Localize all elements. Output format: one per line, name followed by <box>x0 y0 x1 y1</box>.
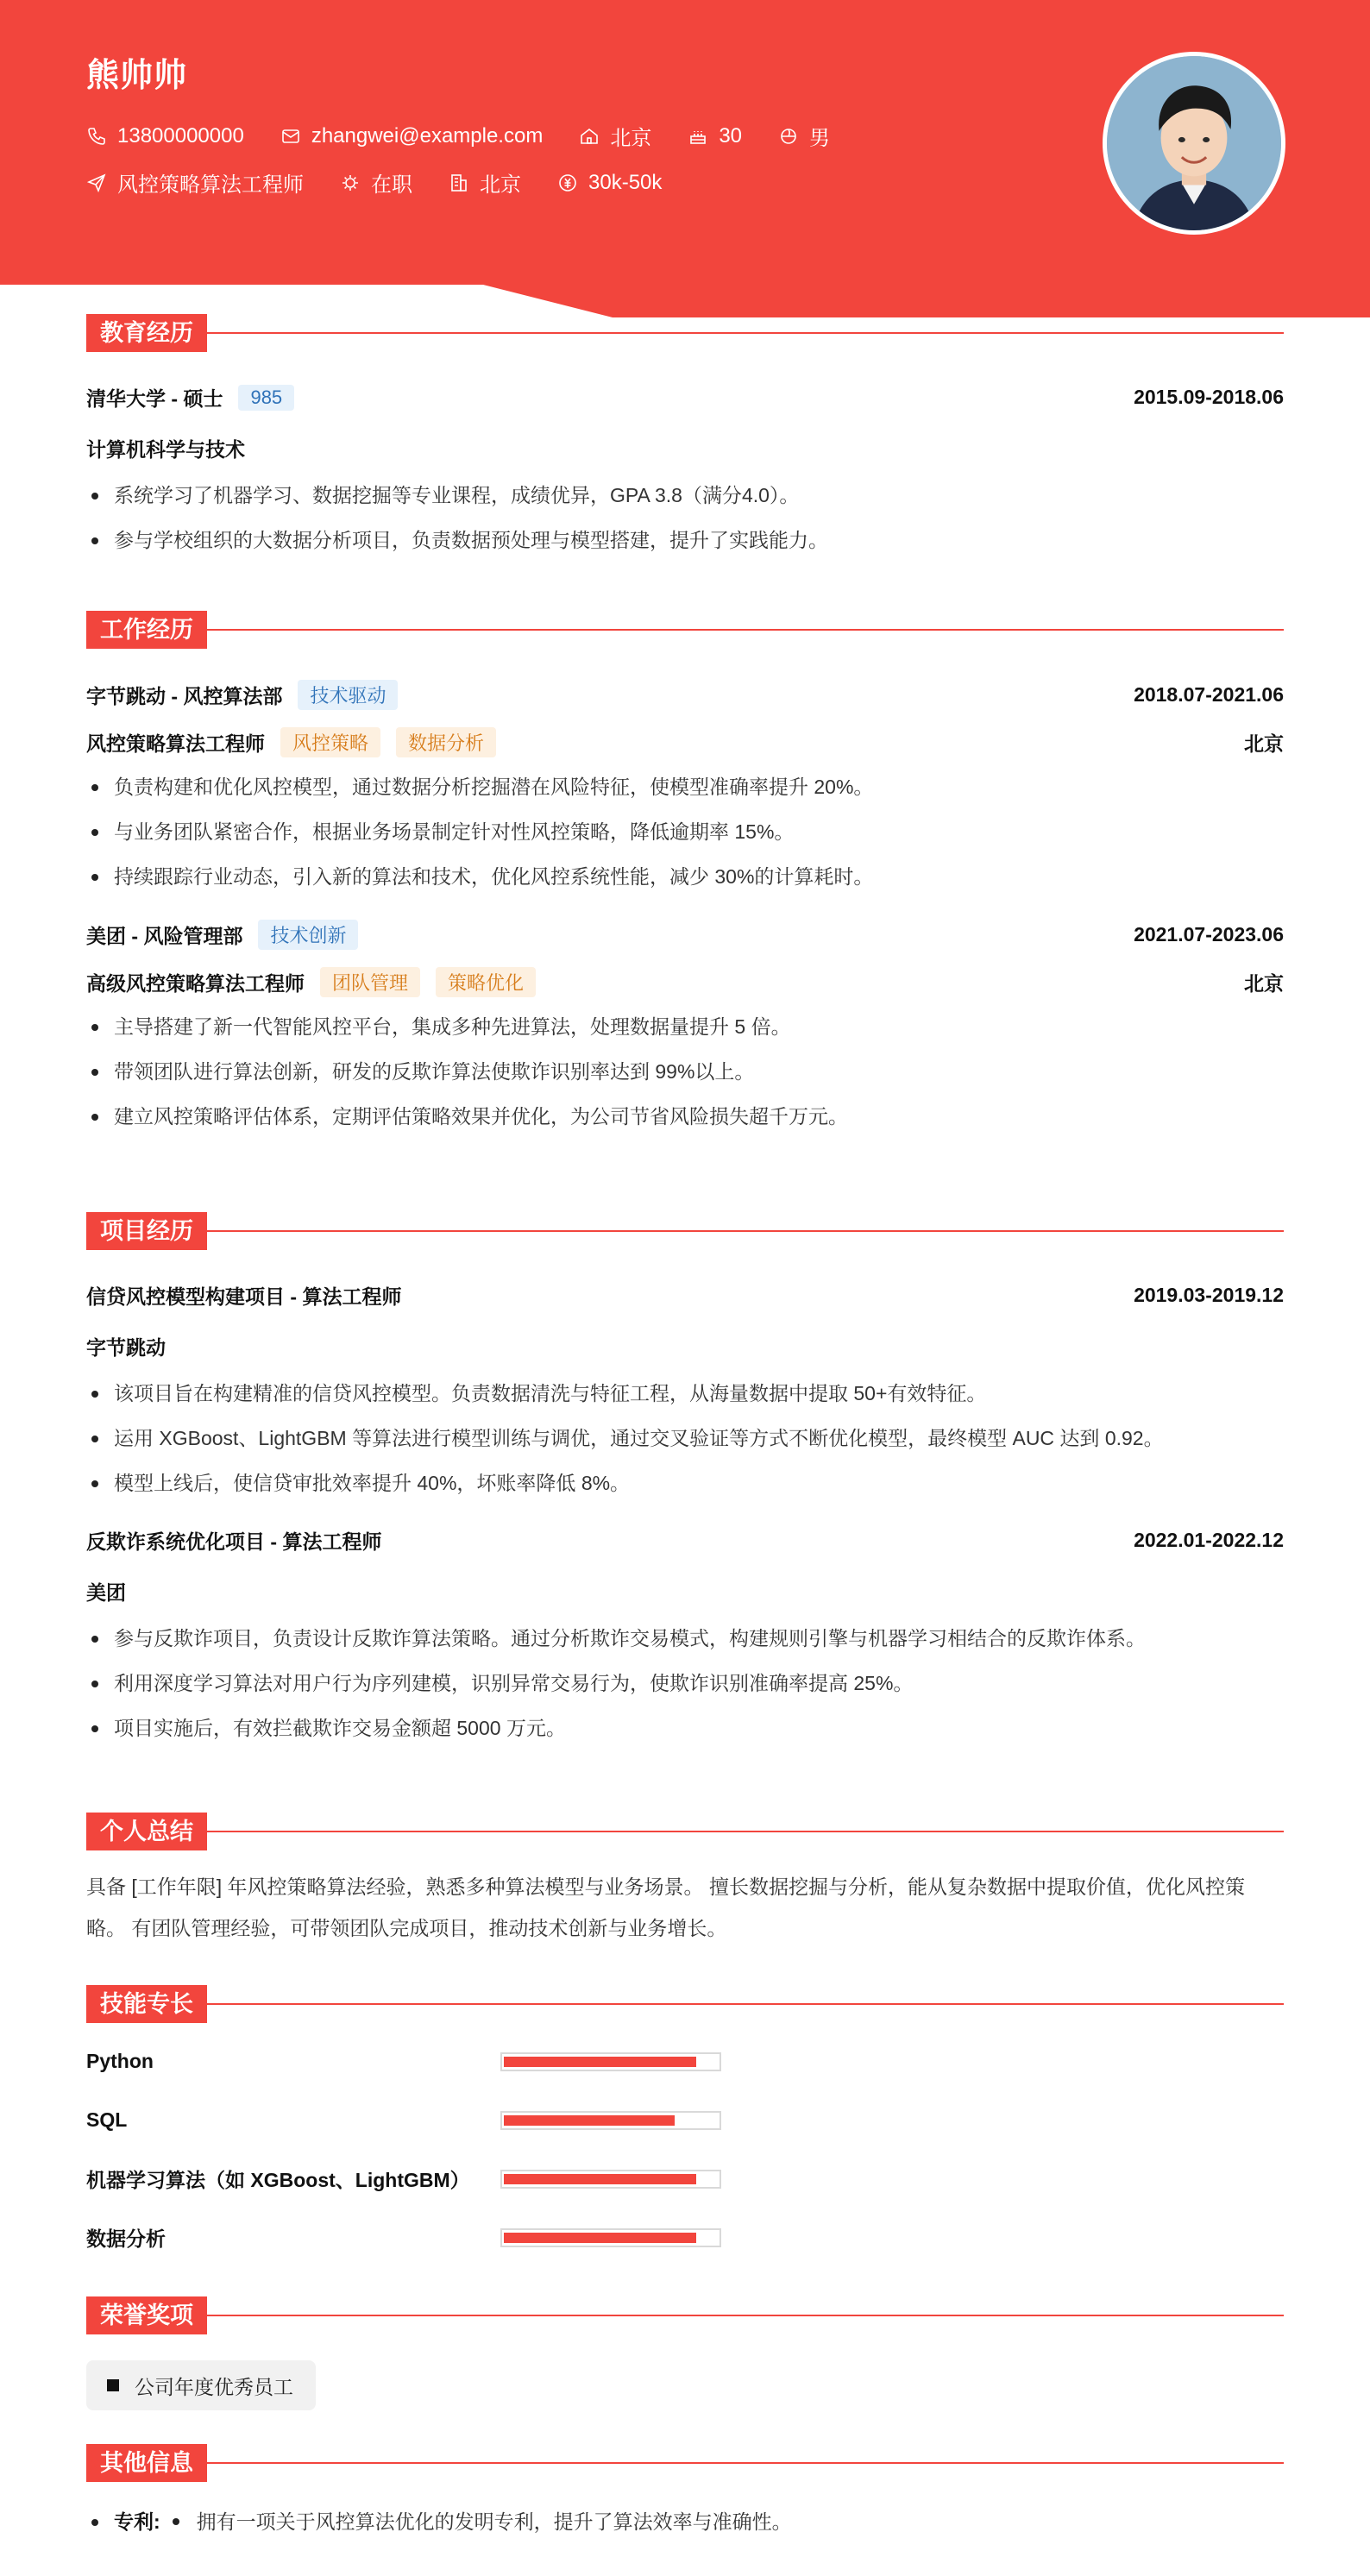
skill-bar-fill <box>504 2057 696 2067</box>
section-divider <box>207 2003 1284 2005</box>
bullet-dot-icon <box>173 2518 179 2525</box>
salary-icon <box>557 173 578 193</box>
award-text: 公司年度优秀员工 <box>135 2375 293 2398</box>
list-item: 运用 XGBoost、LightGBM 等算法进行模型训练与调优，通过交叉验证等方式不断优化模型，最终模型 AUC 达到 0.92。 <box>86 1416 1284 1461</box>
other-section <box>86 2444 1284 2544</box>
work-role-row <box>86 967 1284 997</box>
list-item: 主导搭建了新一代智能风控平台，集成多种先进算法，处理数据量提升 5 倍。 <box>86 1004 1284 1049</box>
list-item: 该项目旨在构建精准的信贷风控模型。负责数据清洗与特征工程，从海量数据中提取 50+有效特征。 <box>86 1371 1284 1416</box>
work-section <box>86 611 1284 1139</box>
skill-name: SQL <box>86 2108 128 2131</box>
list-item: 参与反欺诈项目，负责设计反欺诈算法策略。通过分析欺诈交易模式，构建规则引擎与机器学习相结合的反欺诈体系。 <box>86 1616 1284 1661</box>
education-section-title <box>86 314 1284 352</box>
work-city: 北京 <box>1244 732 1284 755</box>
role-tag: 团队管理 <box>320 967 420 997</box>
list-item: 与业务团队紧密合作，根据业务场景制定针对性风控策略，降低逾期率 15%。 <box>86 809 1284 854</box>
mail-icon <box>280 126 301 147</box>
contact-home <box>579 121 651 151</box>
section-divider <box>207 629 1284 631</box>
section-divider <box>207 2462 1284 2464</box>
job-city <box>449 167 521 198</box>
section-title-label: 工作经历 <box>86 611 207 649</box>
role-tag: 数据分析 <box>396 727 496 757</box>
awards-section-title <box>86 2296 1284 2334</box>
project-section <box>86 1212 1284 1750</box>
cake-icon <box>688 126 708 147</box>
skill-bar <box>500 2052 721 2071</box>
company-tag: 技术驱动 <box>298 680 398 710</box>
section-title-label: 项目经历 <box>86 1212 207 1250</box>
contact-row <box>86 121 866 151</box>
list-item: 负责构建和优化风控模型，通过数据分析挖掘潜在风险特征，使模型准确率提升 20%。 <box>86 764 1284 809</box>
work-date: 2021.07-2023.06 <box>1134 923 1284 946</box>
section-title-label: 技能专长 <box>86 1985 207 2023</box>
project-title: 反欺诈系统优化项目 - 算法工程师 <box>86 1530 382 1553</box>
awards-section <box>86 2296 1284 2410</box>
gender-icon <box>778 126 799 147</box>
resume-header <box>0 0 1370 317</box>
skill-bar <box>500 2170 721 2189</box>
other-item <box>86 2499 1284 2544</box>
role-tag: 策略优化 <box>436 967 536 997</box>
home-icon <box>579 126 600 147</box>
education-school <box>86 383 294 412</box>
send-icon <box>86 173 107 193</box>
role-title: 风控策略算法工程师 <box>86 732 265 755</box>
work-company <box>86 920 358 950</box>
company-name: 美团 - 风险管理部 <box>86 925 243 947</box>
candidate-name: 熊帅帅 <box>86 58 188 94</box>
skills-section-title <box>86 1985 1284 2023</box>
skill-bar-fill <box>504 2174 696 2184</box>
project-entry-header <box>86 1281 1284 1310</box>
section-title-label: 教育经历 <box>86 314 207 352</box>
job-position-text: 风控策略算法工程师 <box>117 173 304 197</box>
work-bullets <box>86 1004 1284 1139</box>
section-title-label: 荣誉奖项 <box>86 2296 207 2334</box>
project-org: 美团 <box>86 1581 126 1604</box>
list-item: 项目实施后，有效拦截欺诈交易金额超 5000 万元。 <box>86 1706 1284 1750</box>
skill-name: 数据分析 <box>86 2227 166 2250</box>
work-city: 北京 <box>1244 972 1284 995</box>
job-status <box>340 167 412 198</box>
skills-list <box>86 2032 1284 2266</box>
education-entry-header <box>86 383 1284 412</box>
project-date: 2019.03-2019.12 <box>1134 1284 1284 1306</box>
square-bullet-icon <box>107 2379 119 2391</box>
list-item: 参与学校组织的大数据分析项目，负责数据预处理与模型搭建，提升了实践能力。 <box>86 518 1284 562</box>
contact-home-text: 北京 <box>610 127 652 150</box>
list-item: 利用深度学习算法对用户行为序列建模，识别异常交易行为，使欺诈识别准确率提高 25%。 <box>86 1661 1284 1706</box>
work-date: 2018.07-2021.06 <box>1134 683 1284 706</box>
avatar-portrait <box>1107 56 1281 230</box>
section-divider <box>207 332 1284 334</box>
building-icon <box>449 173 469 193</box>
other-item-label: 专利: <box>114 2510 160 2533</box>
other-section-title <box>86 2444 1284 2482</box>
other-item-text: 拥有一项关于风控算法优化的发明专利，提升了算法效率与准确性。 <box>196 2510 792 2533</box>
contact-phone-text: 13800000000 <box>117 123 244 148</box>
role-title: 高级风控策略算法工程师 <box>86 972 305 995</box>
avatar <box>1103 52 1285 235</box>
job-status-text: 在职 <box>371 173 412 197</box>
work-role <box>86 727 496 757</box>
skill-bar <box>500 2111 721 2130</box>
school-name: 清华大学 - 硕士 <box>86 387 223 410</box>
company-tag: 技术创新 <box>258 920 358 950</box>
project-date: 2022.01-2022.12 <box>1134 1529 1284 1551</box>
project-bullets <box>86 1371 1284 1505</box>
list-item: 建立风控策略评估体系，定期评估策略效果并优化，为公司节省风险损失超千万元。 <box>86 1094 1284 1139</box>
job-salary-text: 30k-50k <box>588 170 663 194</box>
list-item: 带领团队进行算法创新，研发的反欺诈算法使欺诈识别率达到 99%以上。 <box>86 1049 1284 1094</box>
summary-section-title <box>86 1813 1284 1850</box>
status-icon <box>340 173 361 193</box>
project-org: 字节跳动 <box>86 1336 166 1359</box>
skill-bar-fill <box>504 2233 696 2243</box>
education-section <box>86 314 1284 562</box>
skills-section <box>86 1985 1284 2266</box>
work-role-row <box>86 727 1284 757</box>
phone-icon <box>86 126 107 147</box>
awards-list <box>86 2360 1284 2410</box>
contact-email-text: zhangwei@example.com <box>311 123 544 148</box>
skill-bar-fill <box>504 2115 675 2126</box>
work-entry-header <box>86 680 1284 710</box>
job-salary <box>557 171 662 195</box>
work-company <box>86 680 398 710</box>
contact-gender-text: 男 <box>809 127 831 150</box>
list-item: 持续跟踪行业动态，引入新的算法和技术，优化风控系统性能，减少 30%的计算耗时。 <box>86 854 1284 899</box>
award-item <box>86 2360 316 2410</box>
school-tag: 985 <box>238 385 294 411</box>
section-divider <box>207 1230 1284 1232</box>
contact-age-text: 30 <box>719 123 743 148</box>
summary-text: 具备 [工作年限] 年风控策略算法经验，熟悉多种算法模型与业务场景。 擅长数据挖掘与分析，能从复杂数据中提取价值，优化风控策略。 有团队管理经验，可带领团队完成项目，推动技术创新与业务增长。 <box>86 1875 1245 1939</box>
section-divider <box>207 2315 1284 2316</box>
role-tag: 风控策略 <box>280 727 380 757</box>
work-entry-header <box>86 920 1284 950</box>
job-position <box>86 167 304 198</box>
job-intent-row <box>86 167 698 198</box>
list-item: 模型上线后，使信贷审批效率提升 40%，坏账率降低 8%。 <box>86 1461 1284 1505</box>
project-bullets <box>86 1616 1284 1750</box>
skill-bar <box>500 2228 721 2247</box>
skill-item <box>86 2090 1284 2149</box>
contact-gender <box>778 121 830 151</box>
skill-item <box>86 2208 1284 2266</box>
section-title-label: 其他信息 <box>86 2444 207 2482</box>
project-title: 信贷风控模型构建项目 - 算法工程师 <box>86 1285 402 1308</box>
work-bullets <box>86 764 1284 899</box>
contact-phone <box>86 124 244 148</box>
contact-age <box>688 124 742 148</box>
education-date: 2015.09-2018.06 <box>1134 386 1284 408</box>
project-entry-header <box>86 1526 1284 1555</box>
section-title-label: 个人总结 <box>86 1813 207 1850</box>
education-major: 计算机科学与技术 <box>86 438 245 461</box>
section-divider <box>207 1831 1284 1832</box>
contact-email <box>280 124 544 148</box>
skill-name: 机器学习算法（如 XGBoost、LightGBM） <box>86 2168 470 2191</box>
company-name: 字节跳动 - 风控算法部 <box>86 685 283 707</box>
job-city-text: 北京 <box>480 173 521 197</box>
education-bullets <box>86 473 1284 562</box>
skill-item <box>86 2032 1284 2090</box>
work-section-title <box>86 611 1284 649</box>
work-role <box>86 967 536 997</box>
skill-item <box>86 2149 1284 2208</box>
skill-name: Python <box>86 2049 154 2072</box>
summary-section <box>86 1813 1284 1949</box>
list-item: 系统学习了机器学习、数据挖掘等专业课程，成绩优异，GPA 3.8（满分4.0）。 <box>86 473 1284 518</box>
project-section-title <box>86 1212 1284 1250</box>
